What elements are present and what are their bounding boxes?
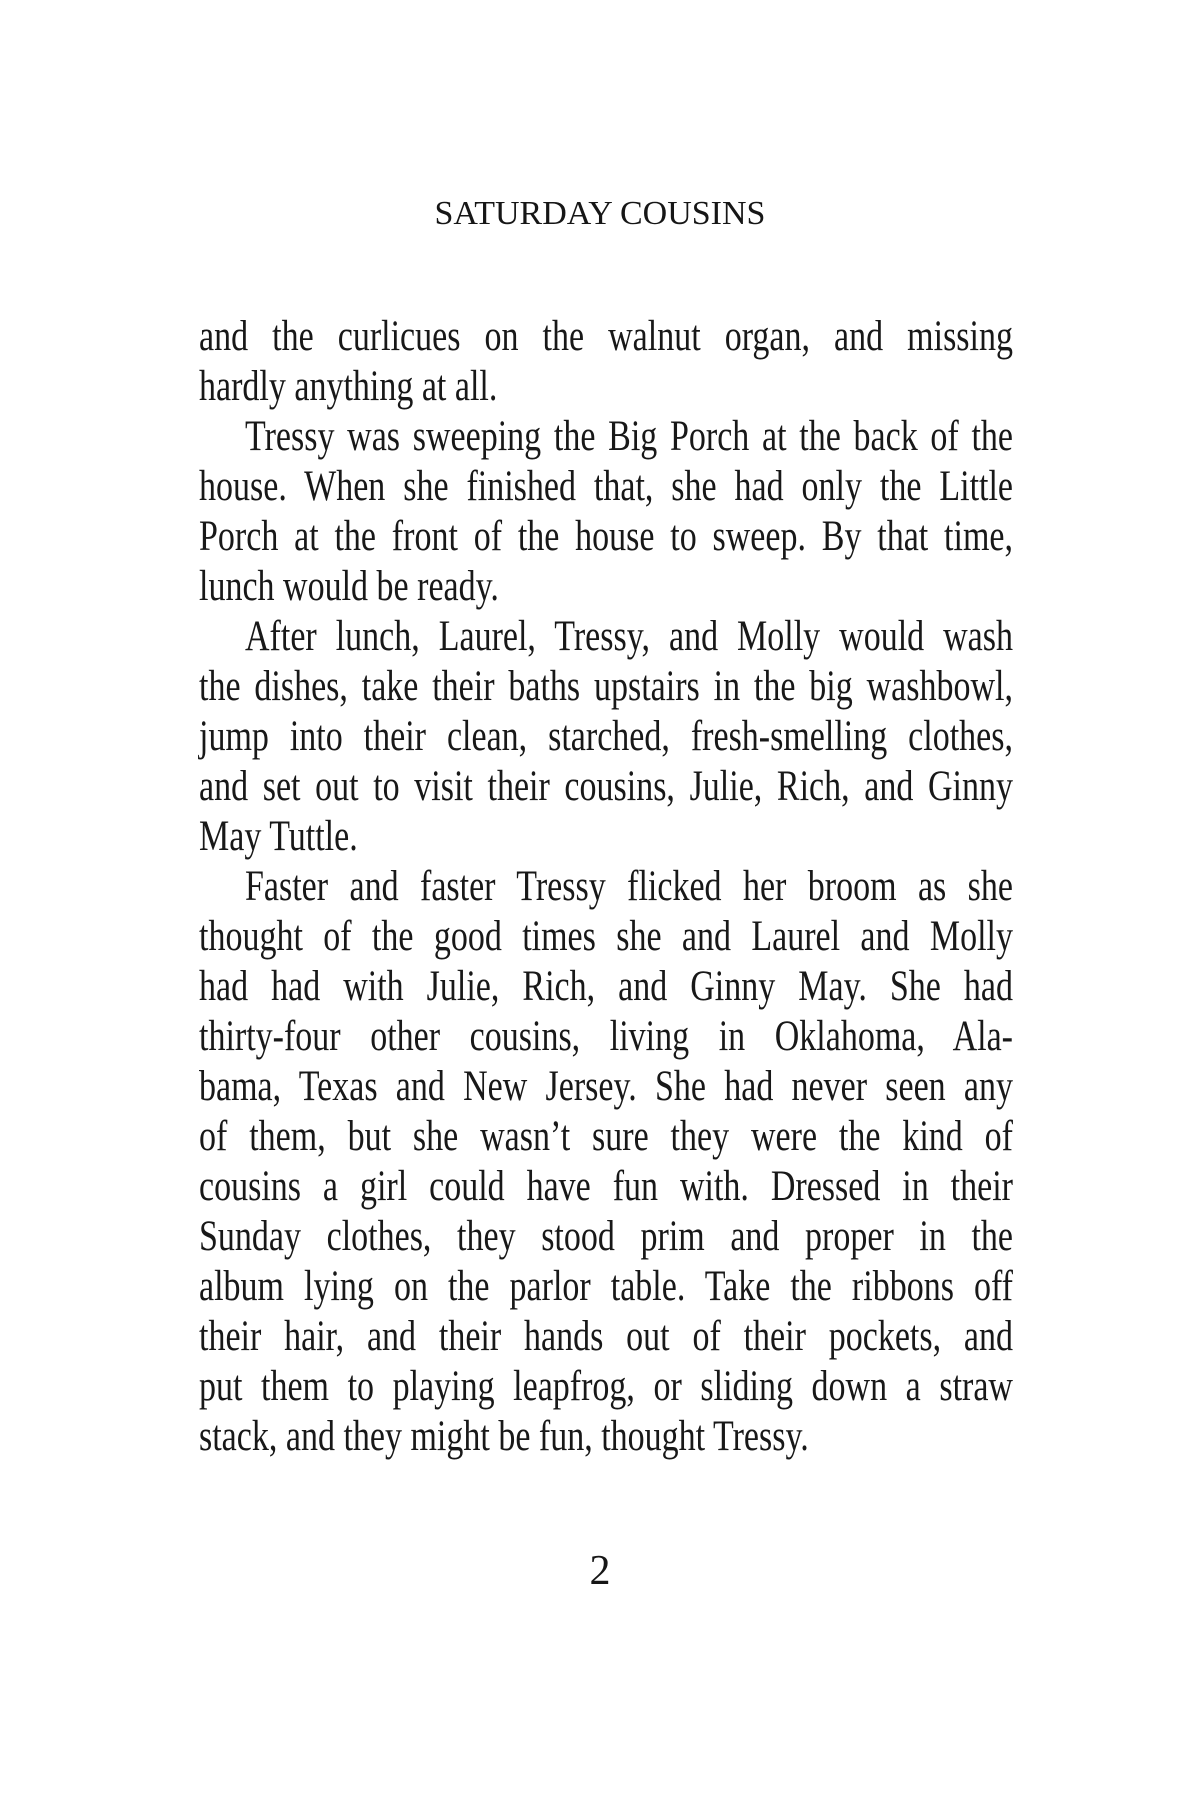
running-head-title: SATURDAY COUSINS bbox=[434, 195, 766, 232]
text-line: cousins a girl could have fun with. Dressed in their bbox=[199, 1162, 1013, 1211]
text-line: album lying on the parlor table. Take the ribbons off bbox=[199, 1262, 1013, 1311]
text-line: stack, and they might be fun, thought Tressy. bbox=[199, 1412, 809, 1461]
text-line: hardly anything at all. bbox=[199, 362, 498, 411]
text-line: their hair, and their hands out of their pockets, and bbox=[199, 1312, 1013, 1361]
text-line: and set out to visit their cousins, Julie, Rich, and Ginny bbox=[199, 762, 1013, 811]
text-line: May Tuttle. bbox=[199, 812, 358, 861]
text-line: After lunch, Laurel, Tressy, and Molly would wash bbox=[245, 612, 1013, 661]
text-line: the dishes, take their baths upstairs in the big washbowl, bbox=[199, 662, 1013, 711]
text-line: had had with Julie, Rich, and Ginny May. She had bbox=[199, 962, 1013, 1011]
text-line: Tressy was sweeping the Big Porch at the back of the bbox=[245, 412, 1013, 461]
text-line: house. When she finished that, she had only the Little bbox=[199, 462, 1013, 511]
text-line: jump into their clean, starched, fresh-smelling clothes, bbox=[199, 712, 1013, 761]
text-line: bama, Texas and New Jersey. She had never seen any bbox=[199, 1062, 1013, 1111]
text-line: Faster and faster Tressy flicked her broom as she bbox=[245, 862, 1013, 911]
text-line: Sunday clothes, they stood prim and proper in the bbox=[199, 1212, 1013, 1261]
page-number: 2 bbox=[589, 1548, 611, 1594]
text-line: thirty-four other cousins, living in Oklahoma, Ala- bbox=[199, 1012, 1013, 1061]
text-line: put them to playing leapfrog, or sliding down a straw bbox=[199, 1362, 1013, 1411]
body-text-block bbox=[199, 313, 1013, 1463]
text-line: and the curlicues on the walnut organ, and missing bbox=[199, 312, 1013, 361]
text-line: Porch at the front of the house to sweep. By that time, bbox=[199, 512, 1013, 561]
text-line: of them, but she wasn’t sure they were the kind of bbox=[199, 1112, 1013, 1161]
text-line: lunch would be ready. bbox=[199, 562, 499, 611]
text-line: thought of the good times she and Laurel and Molly bbox=[199, 912, 1013, 961]
